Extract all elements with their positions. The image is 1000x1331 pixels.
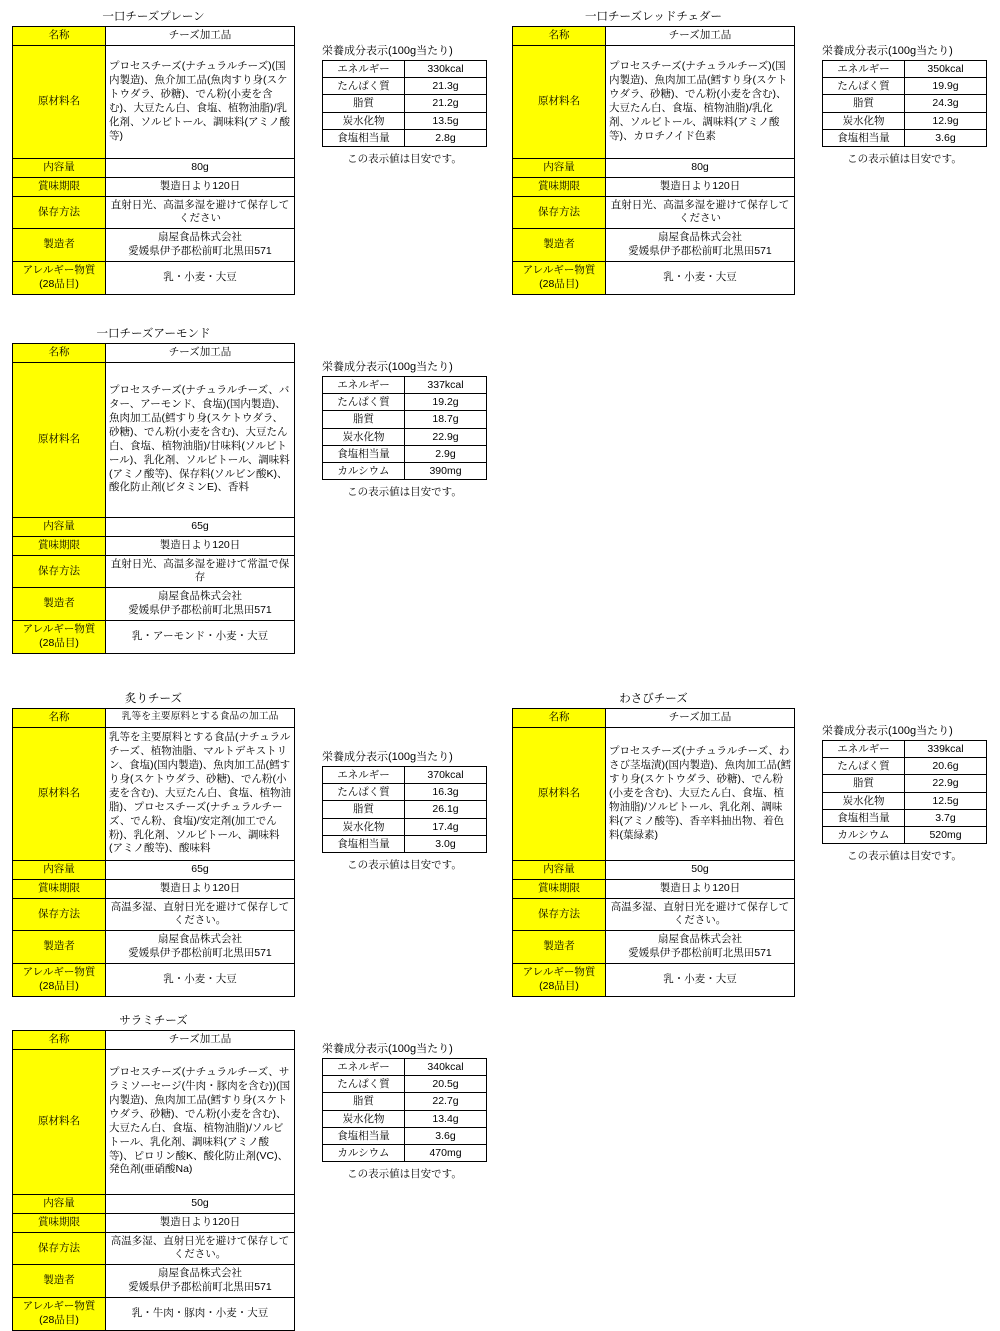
nutrition-label: 炭水化物 — [823, 792, 905, 809]
allergen-label-line1: アレルギー物質 — [22, 264, 96, 277]
table-row — [13, 898, 295, 931]
table-row — [13, 709, 295, 728]
table-row — [323, 1110, 487, 1127]
table-row — [513, 727, 795, 860]
label-storage: 保存方法 — [13, 555, 106, 588]
table-row — [13, 727, 295, 860]
label-expiry: 賞味期限 — [513, 177, 606, 196]
label-ingredients: 原材料名 — [513, 727, 606, 860]
product-title: 一口チーズレッドチェダー — [585, 11, 722, 23]
spec-table — [12, 343, 295, 654]
table-row — [513, 964, 795, 997]
spec-table — [512, 26, 795, 295]
nutrition-value: 20.6g — [905, 758, 987, 775]
product-block-almond — [12, 325, 295, 654]
nutrition-block-red-cheddar — [822, 42, 987, 166]
table-row — [323, 129, 487, 146]
product-block-salami — [12, 1012, 295, 1331]
value-storage: 高温多湿、直射日光を避けて保存してください。 — [106, 1232, 295, 1265]
label-name: 名称 — [13, 344, 106, 363]
nutrition-label: たんぱく質 — [823, 758, 905, 775]
label-volume: 内容量 — [513, 860, 606, 879]
nutrition-value: 20.5g — [405, 1076, 487, 1093]
table-row — [13, 27, 295, 46]
product-title: サラミチーズ — [119, 1015, 188, 1027]
product-title: わさびチーズ — [619, 693, 688, 705]
table-row — [323, 1093, 487, 1110]
table-row — [323, 112, 487, 129]
value-allergen: 乳・牛肉・豚肉・小麦・大豆 — [106, 1298, 295, 1331]
nutrition-value: 19.2g — [405, 394, 487, 411]
product-title: 炙りチーズ — [125, 693, 182, 705]
spec-table — [12, 1030, 295, 1331]
value-name: チーズ加工品 — [106, 1031, 295, 1050]
label-allergen — [13, 1298, 106, 1331]
table-row — [323, 1144, 487, 1161]
nutrition-block-almond — [322, 358, 487, 499]
manufacturer-address: 愛媛県伊予郡松前町北黒田571 — [128, 245, 272, 258]
allergen-label-line2: (28品目) — [539, 979, 579, 992]
nutrition-value: 12.5g — [905, 792, 987, 809]
table-row — [13, 860, 295, 879]
nutrition-value: 18.7g — [405, 411, 487, 428]
label-name: 名称 — [13, 1031, 106, 1050]
table-row — [13, 1213, 295, 1232]
nutrition-value: 340kcal — [405, 1059, 487, 1076]
nutrition-label: 炭水化物 — [323, 428, 405, 445]
table-row — [823, 61, 987, 78]
table-row — [323, 95, 487, 112]
nutrition-label: エネルギー — [323, 377, 405, 394]
value-allergen: 乳・小麦・大豆 — [106, 964, 295, 997]
table-row — [513, 709, 795, 728]
table-row — [513, 860, 795, 879]
nutrition-label: 食塩相当量 — [323, 445, 405, 462]
label-ingredients: 原材料名 — [513, 45, 606, 158]
allergen-label-line1: アレルギー物質 — [22, 966, 96, 979]
label-manufacturer: 製造者 — [13, 588, 106, 621]
product-title: 一口チーズアーモンド — [96, 328, 211, 340]
nutrition-title: 栄養成分表示(100g当たり) — [322, 751, 453, 763]
value-ingredients: プロセスチーズ(ナチュラルチーズ)(国内製造)、魚肉加工品(鱈すり身(スケトウダラ、砂糖)、でん粉(小麦を含む)、大豆たん白、食塩、植物油脂)/乳化剤、ソルビトール、調味料(アミノ酸等)、カロチノイド色素 — [606, 45, 795, 158]
nutrition-value: 470mg — [405, 1144, 487, 1161]
table-row — [13, 344, 295, 363]
manufacturer-address: 愛媛県伊予郡松前町北黒田571 — [628, 947, 772, 960]
label-storage: 保存方法 — [13, 1232, 106, 1265]
manufacturer-address: 愛媛県伊予郡松前町北黒田571 — [628, 245, 772, 258]
nutrition-value: 337kcal — [405, 377, 487, 394]
nutrition-label: エネルギー — [823, 741, 905, 758]
allergen-label-line2: (28品目) — [539, 277, 579, 290]
nutrition-note: この表示値は目安です。 — [347, 152, 462, 165]
allergen-label-line2: (28品目) — [39, 1313, 79, 1326]
table-row — [323, 1059, 487, 1076]
table-row — [823, 78, 987, 95]
table-row — [323, 1076, 487, 1093]
table-row — [323, 78, 487, 95]
table-row — [13, 1031, 295, 1050]
table-row — [323, 784, 487, 801]
value-storage: 高温多湿、直射日光を避けて保存してください。 — [106, 898, 295, 931]
nutrition-table — [822, 740, 987, 844]
label-allergen — [13, 964, 106, 997]
nutrition-value: 19.9g — [905, 78, 987, 95]
label-volume: 内容量 — [13, 158, 106, 177]
value-allergen: 乳・小麦・大豆 — [606, 262, 795, 295]
value-manufacturer — [606, 931, 795, 964]
nutrition-block-wasabi — [822, 722, 987, 863]
value-name: 乳等を主要原料とする食品の加工品 — [106, 709, 295, 728]
nutrition-value: 3.6g — [905, 129, 987, 146]
value-storage: 高温多湿、直射日光を避けて保存してください。 — [606, 898, 795, 931]
nutrition-label: 食塩相当量 — [323, 835, 405, 852]
table-row — [823, 95, 987, 112]
table-row — [323, 377, 487, 394]
label-allergen — [513, 964, 606, 997]
nutrition-label: たんぱく質 — [323, 1076, 405, 1093]
nutrition-label: エネルギー — [323, 1059, 405, 1076]
value-manufacturer — [606, 229, 795, 262]
nutrition-label: エネルギー — [323, 61, 405, 78]
nutrition-title: 栄養成分表示(100g当たり) — [322, 1043, 453, 1055]
label-ingredients: 原材料名 — [13, 727, 106, 860]
nutrition-value: 3.6g — [405, 1127, 487, 1144]
value-allergen: 乳・小麦・大豆 — [606, 964, 795, 997]
label-manufacturer: 製造者 — [13, 1265, 106, 1298]
nutrition-label: 炭水化物 — [323, 112, 405, 129]
table-row — [13, 1232, 295, 1265]
table-row — [323, 61, 487, 78]
label-ingredients: 原材料名 — [13, 362, 106, 517]
nutrition-label: 炭水化物 — [823, 112, 905, 129]
nutrition-value: 520mg — [905, 826, 987, 843]
manufacturer-address: 愛媛県伊予郡松前町北黒田571 — [128, 604, 272, 617]
label-volume: 内容量 — [513, 158, 606, 177]
table-row — [513, 262, 795, 295]
label-expiry: 賞味期限 — [13, 879, 106, 898]
label-volume: 内容量 — [13, 860, 106, 879]
value-ingredients: プロセスチーズ(ナチュラルチーズ、サラミソーセージ(牛肉・豚肉を含む))(国内製造)、魚肉加工品(鱈すり身(スケトウダラ、砂糖)、でん粉(小麦を含む)、大豆たん白、食塩、植物油脂)/ソルビトール、乳化剤、調味料(アミノ酸等)、ピロリン酸K、酸化防止剤(VC)、発色剤(亜硝酸Na) — [106, 1049, 295, 1194]
nutrition-label: エネルギー — [323, 767, 405, 784]
label-storage: 保存方法 — [13, 898, 106, 931]
value-storage: 直射日光、高温多湿を避けて保存してください — [106, 196, 295, 229]
nutrition-value: 3.0g — [405, 835, 487, 852]
nutrition-value: 339kcal — [905, 741, 987, 758]
nutrition-label: カルシウム — [323, 462, 405, 479]
product-block-plain — [12, 8, 295, 295]
nutrition-value: 22.7g — [405, 1093, 487, 1110]
label-allergen — [13, 621, 106, 654]
table-row — [823, 758, 987, 775]
allergen-label-line1: アレルギー物質 — [22, 1300, 96, 1313]
table-row — [13, 177, 295, 196]
value-volume: 80g — [106, 158, 295, 177]
value-name: チーズ加工品 — [106, 344, 295, 363]
table-row — [323, 411, 487, 428]
value-volume: 65g — [106, 517, 295, 536]
label-name: 名称 — [13, 709, 106, 728]
table-row — [13, 931, 295, 964]
nutrition-table — [822, 60, 987, 147]
nutrition-label: 食塩相当量 — [323, 129, 405, 146]
label-expiry: 賞味期限 — [13, 177, 106, 196]
table-row — [13, 45, 295, 158]
value-allergen: 乳・アーモンド・小麦・大豆 — [106, 621, 295, 654]
table-row — [323, 835, 487, 852]
label-storage: 保存方法 — [513, 196, 606, 229]
value-expiry: 製造日より120日 — [106, 1213, 295, 1232]
table-row — [13, 1049, 295, 1194]
nutrition-table — [322, 766, 487, 853]
table-row — [823, 809, 987, 826]
nutrition-title: 栄養成分表示(100g当たり) — [822, 725, 953, 737]
nutrition-label: エネルギー — [823, 61, 905, 78]
nutrition-block-plain — [322, 42, 487, 166]
nutrition-value: 21.2g — [405, 95, 487, 112]
value-name: チーズ加工品 — [606, 709, 795, 728]
table-row — [513, 931, 795, 964]
table-row — [323, 1127, 487, 1144]
table-row — [13, 555, 295, 588]
table-row — [323, 801, 487, 818]
value-expiry: 製造日より120日 — [606, 879, 795, 898]
nutrition-label: 脂質 — [323, 95, 405, 112]
label-expiry: 賞味期限 — [513, 879, 606, 898]
value-name: チーズ加工品 — [106, 27, 295, 46]
table-row — [13, 621, 295, 654]
nutrition-value: 24.3g — [905, 95, 987, 112]
label-manufacturer: 製造者 — [513, 229, 606, 262]
allergen-label-line1: アレルギー物質 — [522, 264, 596, 277]
table-row — [323, 445, 487, 462]
label-ingredients: 原材料名 — [13, 45, 106, 158]
nutrition-value: 16.3g — [405, 784, 487, 801]
nutrition-label: たんぱく質 — [323, 78, 405, 95]
nutrition-note: この表示値は目安です。 — [847, 850, 962, 863]
table-row — [513, 158, 795, 177]
allergen-label-line1: アレルギー物質 — [22, 623, 96, 636]
table-row — [13, 1298, 295, 1331]
nutrition-table — [322, 376, 487, 480]
label-expiry: 賞味期限 — [13, 536, 106, 555]
nutrition-note: この表示値は目安です。 — [347, 486, 462, 499]
nutrition-value: 22.9g — [405, 428, 487, 445]
value-storage: 直射日光、高温多湿を避けて保存してください — [606, 196, 795, 229]
table-row — [13, 158, 295, 177]
value-name: チーズ加工品 — [606, 27, 795, 46]
nutrition-title: 栄養成分表示(100g当たり) — [322, 361, 453, 373]
allergen-label-line2: (28品目) — [39, 277, 79, 290]
table-row — [513, 898, 795, 931]
table-row — [823, 775, 987, 792]
nutrition-label: 炭水化物 — [323, 818, 405, 835]
nutrition-value: 2.8g — [405, 129, 487, 146]
label-manufacturer: 製造者 — [13, 931, 106, 964]
nutrition-value: 13.4g — [405, 1110, 487, 1127]
table-row — [13, 964, 295, 997]
label-ingredients: 原材料名 — [13, 1049, 106, 1194]
manufacturer-address: 愛媛県伊予郡松前町北黒田571 — [128, 1281, 272, 1294]
table-row — [823, 792, 987, 809]
nutrition-label: たんぱく質 — [323, 784, 405, 801]
nutrition-block-salami — [322, 1040, 487, 1181]
table-row — [323, 818, 487, 835]
manufacturer-name: 扇屋食品株式会社 — [158, 1267, 242, 1280]
table-row — [513, 27, 795, 46]
manufacturer-name: 扇屋食品株式会社 — [158, 590, 242, 603]
nutrition-value: 17.4g — [405, 818, 487, 835]
nutrition-label: 脂質 — [323, 1093, 405, 1110]
value-allergen: 乳・小麦・大豆 — [106, 262, 295, 295]
nutrition-value: 12.9g — [905, 112, 987, 129]
nutrition-label: カルシウム — [323, 1144, 405, 1161]
allergen-label-line2: (28品目) — [39, 979, 79, 992]
value-ingredients: プロセスチーズ(ナチュラルチーズ、バター、アーモンド、食塩)(国内製造)、魚肉加工品(鱈すり身(スケトウダラ、砂糖)、でん粉(小麦を含む)、大豆たん白、食塩、植物油脂)/甘味料(ソルビトール)、乳化剤、ソルビトール、調味料(アミノ酸等)、保存料(ソルビン酸K)、酸化防止剤(ビタミンE)、香料 — [106, 362, 295, 517]
nutrition-value: 21.3g — [405, 78, 487, 95]
nutrition-value: 26.1g — [405, 801, 487, 818]
table-row — [823, 826, 987, 843]
manufacturer-address: 愛媛県伊予郡松前町北黒田571 — [128, 947, 272, 960]
value-manufacturer — [106, 931, 295, 964]
value-expiry: 製造日より120日 — [106, 177, 295, 196]
nutrition-label: 食塩相当量 — [823, 809, 905, 826]
value-storage: 直射日光、高温多湿を避けて常温で保存 — [106, 555, 295, 588]
nutrition-title: 栄養成分表示(100g当たり) — [822, 45, 953, 57]
table-row — [513, 196, 795, 229]
value-manufacturer — [106, 229, 295, 262]
nutrition-title: 栄養成分表示(100g当たり) — [322, 45, 453, 57]
spec-table — [12, 708, 295, 997]
table-row — [823, 129, 987, 146]
value-manufacturer — [106, 588, 295, 621]
nutrition-label: たんぱく質 — [323, 394, 405, 411]
nutrition-value: 350kcal — [905, 61, 987, 78]
label-allergen — [513, 262, 606, 295]
table-row — [13, 262, 295, 295]
nutrition-label: 炭水化物 — [323, 1110, 405, 1127]
nutrition-label: たんぱく質 — [823, 78, 905, 95]
nutrition-table — [322, 60, 487, 147]
nutrition-value: 390mg — [405, 462, 487, 479]
table-row — [323, 462, 487, 479]
nutrition-note: この表示値は目安です。 — [347, 858, 462, 871]
table-row — [13, 517, 295, 536]
value-ingredients: プロセスチーズ(ナチュラルチーズ)(国内製造)、魚介加工品(魚肉すり身(スケトウダラ、砂糖)、でん粉(小麦を含む)、大豆たん白、食塩、植物油脂)/乳化剤、ソルビトール、調味料(アミノ酸等) — [106, 45, 295, 158]
nutrition-value: 2.9g — [405, 445, 487, 462]
label-name: 名称 — [13, 27, 106, 46]
allergen-label-line1: アレルギー物質 — [522, 966, 596, 979]
table-row — [513, 177, 795, 196]
label-manufacturer: 製造者 — [13, 229, 106, 262]
manufacturer-name: 扇屋食品株式会社 — [158, 231, 242, 244]
value-expiry: 製造日より120日 — [106, 879, 295, 898]
nutrition-label: カルシウム — [823, 826, 905, 843]
nutrition-label: 脂質 — [323, 411, 405, 428]
nutrition-label: 食塩相当量 — [323, 1127, 405, 1144]
value-volume: 80g — [606, 158, 795, 177]
value-ingredients: 乳等を主要原料とする食品(ナチュラルチーズ、植物油脂、マルトデキストリン、食塩)(国内製造)、魚肉加工品(鱈すり身(スケトウダラ、砂糖)、でん粉(小麦を含む)、大豆たん白、食塩、植物油脂)、プロセスチーズ(ナチュラルチーズ、でん粉、食塩)/安定剤(加工でん粉)、乳化剤、ソルビトール、調味料(アミノ酸等)、酸味料 — [106, 727, 295, 860]
value-expiry: 製造日より120日 — [106, 536, 295, 555]
nutrition-value: 22.9g — [905, 775, 987, 792]
product-block-red-cheddar — [512, 8, 795, 295]
table-row — [323, 767, 487, 784]
value-volume: 50g — [106, 1194, 295, 1213]
table-row — [13, 196, 295, 229]
nutrition-value: 13.5g — [405, 112, 487, 129]
table-row — [823, 741, 987, 758]
value-ingredients: プロセスチーズ(ナチュラルチーズ、わさび茎塩漬)(国内製造)、魚肉加工品(鱈すり身(スケトウダラ、砂糖)、でん粉(小麦を含む)、大豆たん白、食塩、植物油脂)/ソルビトール、乳化剤、調味料(アミノ酸等)、香辛料抽出物、着色料(葉緑素) — [606, 727, 795, 860]
spec-table — [512, 708, 795, 997]
spec-table — [12, 26, 295, 295]
nutrition-label: 食塩相当量 — [823, 129, 905, 146]
label-name: 名称 — [513, 709, 606, 728]
nutrition-note: この表示値は目安です。 — [347, 1168, 462, 1181]
manufacturer-name: 扇屋食品株式会社 — [658, 231, 742, 244]
product-block-wasabi — [512, 690, 795, 997]
label-storage: 保存方法 — [13, 196, 106, 229]
table-row — [323, 394, 487, 411]
allergen-label-line2: (28品目) — [39, 636, 79, 649]
label-manufacturer: 製造者 — [513, 931, 606, 964]
manufacturer-name: 扇屋食品株式会社 — [658, 933, 742, 946]
table-row — [13, 229, 295, 262]
value-volume: 50g — [606, 860, 795, 879]
label-expiry: 賞味期限 — [13, 1213, 106, 1232]
nutrition-block-aburi — [322, 748, 487, 872]
table-row — [513, 45, 795, 158]
value-manufacturer — [106, 1265, 295, 1298]
table-row — [513, 879, 795, 898]
table-row — [823, 112, 987, 129]
manufacturer-name: 扇屋食品株式会社 — [158, 933, 242, 946]
table-row — [13, 1194, 295, 1213]
nutrition-label: 脂質 — [323, 801, 405, 818]
table-row — [13, 536, 295, 555]
nutrition-value: 3.7g — [905, 809, 987, 826]
table-row — [323, 428, 487, 445]
value-volume: 65g — [106, 860, 295, 879]
table-row — [13, 588, 295, 621]
nutrition-table — [322, 1058, 487, 1162]
nutrition-note: この表示値は目安です。 — [847, 152, 962, 165]
nutrition-label: 脂質 — [823, 95, 905, 112]
nutrition-value: 370kcal — [405, 767, 487, 784]
table-row — [13, 1265, 295, 1298]
label-name: 名称 — [513, 27, 606, 46]
label-volume: 内容量 — [13, 517, 106, 536]
nutrition-value: 330kcal — [405, 61, 487, 78]
label-storage: 保存方法 — [513, 898, 606, 931]
table-row — [513, 229, 795, 262]
label-volume: 内容量 — [13, 1194, 106, 1213]
nutrition-label: 脂質 — [823, 775, 905, 792]
product-block-aburi — [12, 690, 295, 997]
label-allergen — [13, 262, 106, 295]
table-row — [13, 879, 295, 898]
value-expiry: 製造日より120日 — [606, 177, 795, 196]
table-row — [13, 362, 295, 517]
product-title: 一口チーズプレーン — [102, 11, 205, 23]
